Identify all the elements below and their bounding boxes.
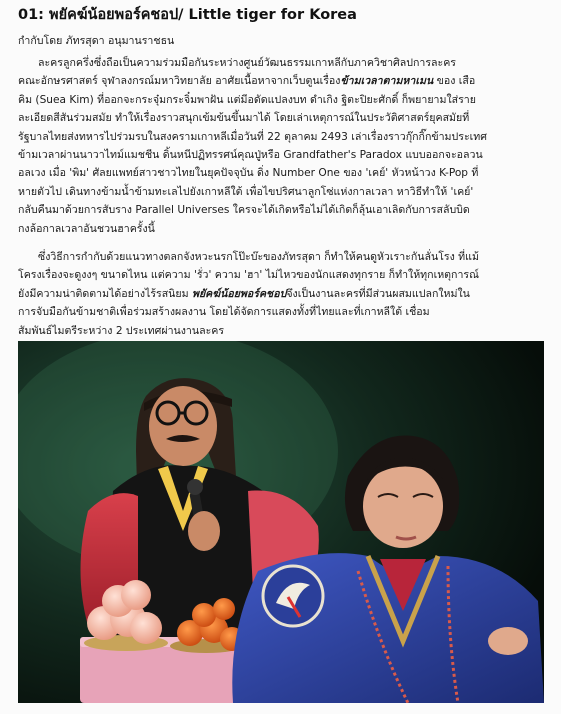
- director-byline: กำกับโดย ภัทรสุดา อนุมานราชธน: [18, 35, 175, 47]
- paragraph-1: [18, 54, 545, 238]
- text-line: กลับคืนมาด้วยการสับราง Parallel Universes ใครจะได้เกิดหรือไม่ได้เกิดก็ลุ้นเอาเลิดกับการสลับบิด: [18, 204, 470, 217]
- article-body: [18, 54, 545, 340]
- text-line: สัมพันธ์ไมตรีระหว่าง 2 ประเทศผ่านงานละคร: [18, 324, 225, 337]
- text-line: ซึ่งวิธีการกำกับด้วยแนวทางตลกจังหวะนรกโป๊ะบ๊ะของภัทรสุดา ก็ทำให้คนดูหัวเราะกันลั่นโรง ที่แม้: [38, 251, 479, 264]
- text-line: ยังมีความน่าติดตามได้อย่างไร้รสนิยม พยัคฆ์น้อยพอร์คชอปจึงเป็นงานละครที่มีส่วนผสมแปลกใหม่ใน: [18, 287, 470, 300]
- text-line: คณะอักษรศาสตร์ จุฬาลงกรณ์มหาวิทยาลัย อาศัยเนื้อหาจากเว็บตูนเรื่องข้ามเวลาตามหาเมน ของ เสือ: [18, 75, 476, 88]
- text-line: หายตัวไป เดินทางข้ามน้ำข้ามทะเลไปยังเกาหลีใต้ เพื่อไขปริศนาลูกโซ่แห่งกาลเวลา หาวิธีทำให้ 'เคย์': [18, 185, 474, 198]
- stage-photo-illustration: [18, 341, 544, 703]
- article-heading: 01: พยัคฆ์น้อยพอร์คชอป/ Little tiger for Korea: [18, 7, 357, 23]
- text-line: การจับมือกันข้ามชาติเพื่อร่วมสร้างผลงาน โดยได้จัดการแสดงทั้งที่ไทยและที่เกาหลีใต้ เชื่อม: [18, 306, 430, 319]
- stage-photo: [18, 341, 544, 703]
- text-line: กงล้อกาลเวลาอันชวนฮาครั้งนี้: [18, 222, 155, 235]
- text-line: คิม (Suea Kim) ที่ออกจะกระจุ๋มกระจิ๋มพาฝัน แต่มีอดัดแปลงบท ดำเกิง ฐิตะปิยะศักดิ์ ก็พยายามใส่ราย: [18, 93, 476, 106]
- paragraph-2: [18, 248, 545, 340]
- play-title: พยัคฆ์น้อยพอร์คชอป: [191, 287, 287, 300]
- webtoon-title: ข้ามเวลาตามหาเมน: [340, 75, 434, 88]
- text-line: ละครลูกครึ่งซึ่งถือเป็นความร่วมมือกันระหว่างศูนย์วัฒนธรรมเกาหลีกับภาควิชาศิลปการละคร: [38, 57, 456, 69]
- text-line: ละเอียดสีสันร่วมสมัย ทำให้เรื่องราวสนุกเข้มข้นขึ้นมาได้ โดยเล่าเหตุการณ์ในประวัติศาสตร์ยุคสมัยที่: [18, 112, 470, 125]
- text-line: รัฐบาลไทยส่งทหารไปร่วมรบในสงครามเกาหลีเมื่อวันที่ 22 ตุลาคม 2493 เล่าเรื่องราวกุ๊กกิ๊กข้ามประเทศ: [18, 130, 487, 143]
- text-line: ข้ามเวลาผ่านนาวาไทม์แมชชีน ดิ้นหนีปฏิทรรศน์คุณปู่หรือ Grandfather's Paradox แบบออกจะอลวน: [18, 149, 483, 162]
- text-line: อลเวง เมื่อ 'พิม' ศัลยแพทย์สาวชาวไทยในยุคปัจจุบัน ดิ่ง Number One ของ 'เคย์' หัวหน้าวง K-Pop ที่: [18, 167, 479, 180]
- text-line: โครงเรื่องจะดูงงๆ ขนาดไหน แต่ความ 'รั่ว' ความ 'ฮา' ไม่ไหวของนักแสดงทุกราย ก็ทำให้ทุกเหตุการณ์: [18, 269, 479, 282]
